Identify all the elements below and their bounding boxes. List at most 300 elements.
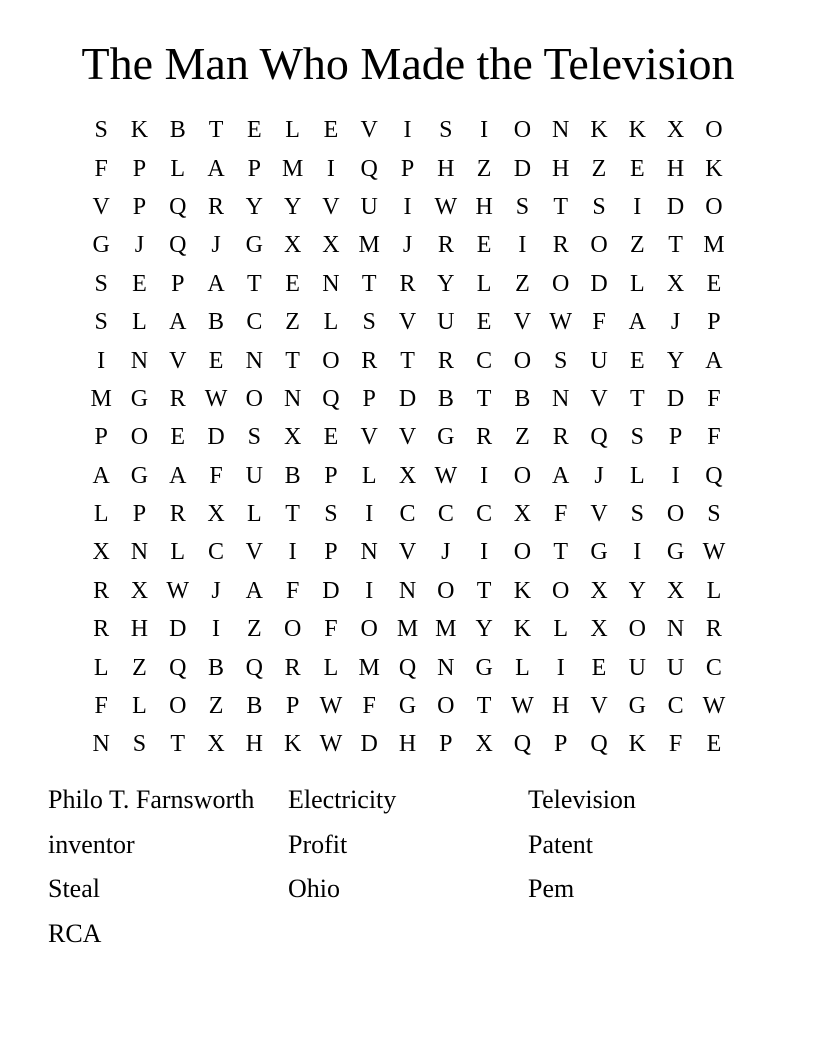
grid-letter: M [358,232,380,259]
grid-letter: W [166,577,190,604]
grid-letter: G [92,232,110,259]
grid-letter: T [285,501,300,528]
grid-letter: S [324,501,338,528]
grid-letter: K [590,117,608,144]
grid-letter: P [439,731,453,758]
grid-letter: W [434,462,458,489]
grid-letter: N [245,347,263,374]
grid-letter: I [480,117,489,144]
grid-row [82,265,734,303]
grid-letter: L [247,501,262,528]
grid-letter: O [552,270,570,297]
grid-row [82,725,734,763]
grid-letter: C [437,501,454,528]
grid-letter: V [92,193,110,220]
grid-letter: X [666,577,685,604]
grid-letter: S [592,193,606,220]
grid-letter: U [590,347,608,374]
grid-letter: X [513,501,532,528]
grid-letter: F [324,616,338,643]
grid-letter: X [283,424,302,451]
grid-letter: V [322,193,340,220]
grid-letter: I [518,232,527,259]
grid-letter: L [170,539,186,566]
grid-letter: N [130,347,149,374]
grid-letter: H [666,155,685,182]
grid-letter: H [130,616,149,643]
grid-row [82,188,734,226]
grid-letter: G [590,539,608,566]
grid-row [82,495,734,533]
grid-letter: R [169,501,186,528]
grid-letter: I [480,462,489,489]
grid-letter: Q [705,462,723,489]
grid-letter: R [208,193,225,220]
word-list-row [48,778,768,823]
grid-letter: T [629,385,645,412]
grid-letter: V [360,117,378,144]
grid-letter: P [94,424,108,451]
grid-letter: L [170,155,186,182]
grid-letter: L [132,693,147,720]
grid-letter: O [169,693,187,720]
grid-letter: L [629,270,645,297]
grid-letter: P [171,270,185,297]
grid-letter: X [207,731,225,758]
grid-letter: P [668,424,683,451]
grid-letter: G [666,539,685,566]
grid-letter: S [707,501,721,528]
grid-letter: E [170,424,186,451]
grid-letter: L [515,654,530,681]
grid-letter: X [92,539,110,566]
grid-letter: T [400,347,415,374]
grid-letter: S [132,731,147,758]
grid-letter: D [322,577,340,604]
grid-letter: V [169,347,187,374]
grid-letter: O [590,232,608,259]
grid-letter: W [702,693,726,720]
grid-letter: Z [208,693,224,720]
grid-letter: X [398,462,417,489]
grid-letter: L [93,501,109,528]
grid-letter: L [629,462,645,489]
grid-letter: L [706,577,722,604]
grid-letter: B [437,385,454,412]
grid-letter: K [705,155,723,182]
grid-letter: W [319,731,343,758]
grid-letter: V [398,424,417,451]
grid-letter: H [475,193,493,220]
grid-letter: D [666,385,685,412]
grid-letter: T [476,385,492,412]
grid-letter: O [513,539,532,566]
grid-letter: P [362,385,376,412]
grid-letter: K [628,731,646,758]
grid-letter: B [284,462,301,489]
grid-letter: C [476,347,493,374]
grid-letter: T [476,577,492,604]
grid-letter: A [207,270,225,297]
grid-letter: Y [628,577,646,604]
grid-letter: L [553,616,569,643]
grid-letter: D [207,424,225,451]
grid-letter: T [553,539,569,566]
grid-letter: T [668,232,683,259]
grid-letter: G [130,385,149,412]
grid-letter: A [245,577,263,604]
grid-letter: G [245,232,263,259]
grid-letter: E [706,731,722,758]
grid-letter: I [288,539,297,566]
grid-letter: K [283,731,302,758]
grid-letter: E [247,117,262,144]
word-list-item: Ohio [288,874,340,904]
grid-letter: Q [398,654,417,681]
grid-letter: W [549,309,573,336]
grid-letter: R [93,616,110,643]
grid-letter: L [323,309,339,336]
grid-letter: J [211,232,221,259]
grid-letter: H [552,155,570,182]
word-list-item: Philo T. Farnsworth [48,785,255,815]
grid-letter: S [94,270,108,297]
grid-letter: C [476,501,493,528]
grid-letter: T [476,693,492,720]
grid-letter: R [705,616,722,643]
grid-letter: R [437,232,454,259]
grid-letter: J [402,232,413,259]
grid-letter: R [93,577,110,604]
grid-letter: A [628,309,646,336]
grid-letter: J [134,232,145,259]
grid-letter: V [398,539,417,566]
grid-letter: O [552,577,570,604]
word-list-item: Pem [528,874,575,904]
grid-letter: F [362,693,376,720]
grid-letter: Z [285,309,300,336]
grid-letter: N [322,270,340,297]
grid-letter: F [94,155,108,182]
grid-letter: A [552,462,570,489]
grid-letter: C [208,539,225,566]
grid-letter: X [590,577,608,604]
grid-letter: B [246,693,263,720]
grid-letter: Y [245,193,263,220]
grid-letter: S [247,424,262,451]
grid-row [82,341,734,379]
grid-letter: G [130,462,149,489]
grid-letter: E [208,347,224,374]
grid-letter: N [360,539,378,566]
grid-letter: I [480,539,489,566]
grid-row [82,687,734,725]
grid-letter: O [437,577,455,604]
grid-letter: J [670,309,681,336]
grid-letter: R [399,270,416,297]
grid-letter: G [475,654,493,681]
grid-letter: F [707,424,721,451]
grid-letter: T [553,193,569,220]
grid-letter: D [360,731,378,758]
grid-letter: Z [515,424,530,451]
grid-letter: Q [169,654,187,681]
word-list-item: inventor [48,829,135,859]
grid-letter: A [169,462,187,489]
grid-letter: Q [590,424,608,451]
grid-letter: V [513,309,532,336]
grid-letter: N [398,577,417,604]
grid-letter: E [591,654,607,681]
word-list-item: Steal [48,874,100,904]
grid-letter: J [211,577,221,604]
grid-letter: L [476,270,492,297]
grid-row [82,149,734,187]
grid-letter: F [285,577,300,604]
word-list [48,778,768,956]
grid-letter: D [398,385,417,412]
grid-letter: G [398,693,417,720]
grid-letter: F [209,462,223,489]
grid-letter: T [247,270,262,297]
grid-letter: W [702,539,726,566]
grid-letter: O [513,347,532,374]
grid-letter: S [362,309,376,336]
letter-grid [82,111,734,764]
grid-letter: Q [360,155,378,182]
grid-letter: E [323,424,339,451]
word-list-item: Profit [288,829,348,859]
grid-letter: S [94,117,108,144]
grid-letter: B [169,117,186,144]
grid-letter: Q [513,731,532,758]
grid-letter: R [552,232,569,259]
grid-letter: Q [590,731,608,758]
grid-letter: M [435,616,457,643]
grid-letter: P [554,731,568,758]
grid-row [82,648,734,686]
grid-letter: L [93,654,109,681]
grid-letter: F [668,731,683,758]
grid-letter: O [283,616,302,643]
grid-letter: M [281,155,304,182]
grid-letter: L [361,462,377,489]
grid-letter: X [666,117,685,144]
grid-letter: K [130,117,149,144]
grid-letter: O [322,347,340,374]
word-list-row [48,867,768,912]
grid-letter: X [475,731,493,758]
grid-letter: N [552,117,570,144]
grid-letter: J [594,462,604,489]
grid-letter: L [132,309,147,336]
grid-letter: Z [515,270,530,297]
grid-letter: Q [169,193,187,220]
grid-letter: S [630,501,644,528]
grid-letter: Y [666,347,685,374]
grid-letter: X [666,270,685,297]
grid-letter: S [515,193,530,220]
grid-letter: Z [132,654,147,681]
grid-letter: S [439,117,453,144]
grid-letter: S [630,424,644,451]
grid-row [82,303,734,341]
grid-letter: X [590,616,608,643]
grid-letter: B [208,309,225,336]
grid-letter: O [705,117,723,144]
grid-letter: I [403,117,412,144]
grid-letter: F [94,693,108,720]
word-list-item: Patent [528,829,593,859]
grid-letter: R [284,654,301,681]
grid-letter: Q [169,232,187,259]
grid-letter: A [207,155,225,182]
grid-letter: K [513,577,532,604]
grid-letter: F [707,385,721,412]
grid-letter: V [398,309,417,336]
grid-letter: D [590,270,608,297]
grid-letter: C [399,501,416,528]
grid-letter: H [437,155,455,182]
grid-letter: E [476,309,492,336]
grid-letter: W [204,385,228,412]
grid-letter: N [666,616,685,643]
grid-letter: Z [629,232,645,259]
grid-letter: I [365,577,374,604]
grid-letter: R [476,424,493,451]
word-list-item: Television [528,785,636,815]
grid-row [82,418,734,456]
grid-letter: Z [591,155,607,182]
grid-letter: R [437,347,454,374]
grid-letter: W [511,693,534,720]
grid-letter: P [400,155,415,182]
grid-letter: A [705,347,723,374]
grid-letter: D [513,155,532,182]
grid-letter: T [285,347,300,374]
grid-letter: N [552,385,570,412]
grid-letter: O [513,462,532,489]
grid-letter: F [592,309,606,336]
grid-letter: L [285,117,300,144]
grid-letter: V [245,539,263,566]
grid-letter: I [212,616,221,643]
grid-letter: R [552,424,569,451]
grid-letter: E [323,117,339,144]
grid-letter: T [361,270,377,297]
grid-letter: H [398,731,417,758]
grid-row [82,226,734,264]
grid-letter: I [403,193,412,220]
grid-letter: H [552,693,570,720]
grid-letter: I [326,155,335,182]
grid-letter: C [705,654,722,681]
grid-letter: V [590,501,608,528]
grid-letter: O [130,424,149,451]
word-list-item: Electricity [288,785,397,815]
grid-letter: T [170,731,186,758]
grid-letter: B [514,385,531,412]
grid-letter: V [590,693,608,720]
grid-letter: Y [283,193,302,220]
grid-letter: Z [476,155,492,182]
grid-letter: W [434,193,458,220]
grid-letter: M [396,616,419,643]
grid-letter: X [283,232,302,259]
grid-row [82,572,734,610]
grid-letter: R [361,347,378,374]
grid-letter: H [245,731,263,758]
grid-letter: N [92,731,110,758]
grid-letter: O [245,385,263,412]
grid-letter: C [667,693,684,720]
grid-letter: O [666,501,685,528]
grid-letter: A [92,462,110,489]
grid-letter: O [513,117,532,144]
grid-letter: O [628,616,646,643]
grid-letter: M [358,654,380,681]
grid-letter: P [247,155,262,182]
grid-row [82,457,734,495]
grid-letter: X [207,501,225,528]
grid-letter: I [671,462,680,489]
grid-letter: U [437,309,455,336]
page-title: The Man Who Made the Television [81,38,735,89]
word-list-item: RCA [48,919,102,949]
grid-letter: P [285,693,300,720]
grid-letter: P [707,309,721,336]
grid-row [82,610,734,648]
grid-letter: Q [322,385,340,412]
grid-letter: I [556,654,565,681]
grid-letter: I [365,501,374,528]
grid-letter: D [666,193,685,220]
grid-letter: J [441,539,451,566]
grid-letter: U [245,462,263,489]
grid-letter: N [437,654,455,681]
grid-letter: Z [247,616,262,643]
grid-letter: U [360,193,378,220]
grid-letter: M [703,232,725,259]
grid-letter: G [628,693,646,720]
grid-letter: E [629,347,645,374]
grid-letter: E [629,155,645,182]
grid-letter: F [554,501,568,528]
grid-letter: G [437,424,455,451]
grid-letter: O [360,616,378,643]
grid-letter: M [90,385,112,412]
grid-letter: E [132,270,147,297]
grid-letter: V [590,385,608,412]
grid-letter: X [130,577,149,604]
grid-letter: I [633,539,642,566]
grid-row [82,533,734,571]
grid-letter: Y [437,270,455,297]
grid-letter: P [132,193,147,220]
word-list-row [48,912,768,957]
grid-letter: A [169,309,187,336]
grid-letter: P [132,155,147,182]
grid-row [82,111,734,149]
word-list-row [48,823,768,868]
grid-letter: P [132,501,147,528]
grid-letter: N [130,539,149,566]
grid-letter: W [319,693,343,720]
grid-letter: U [666,654,685,681]
grid-letter: C [246,309,263,336]
grid-letter: U [628,654,646,681]
grid-letter: E [285,270,300,297]
